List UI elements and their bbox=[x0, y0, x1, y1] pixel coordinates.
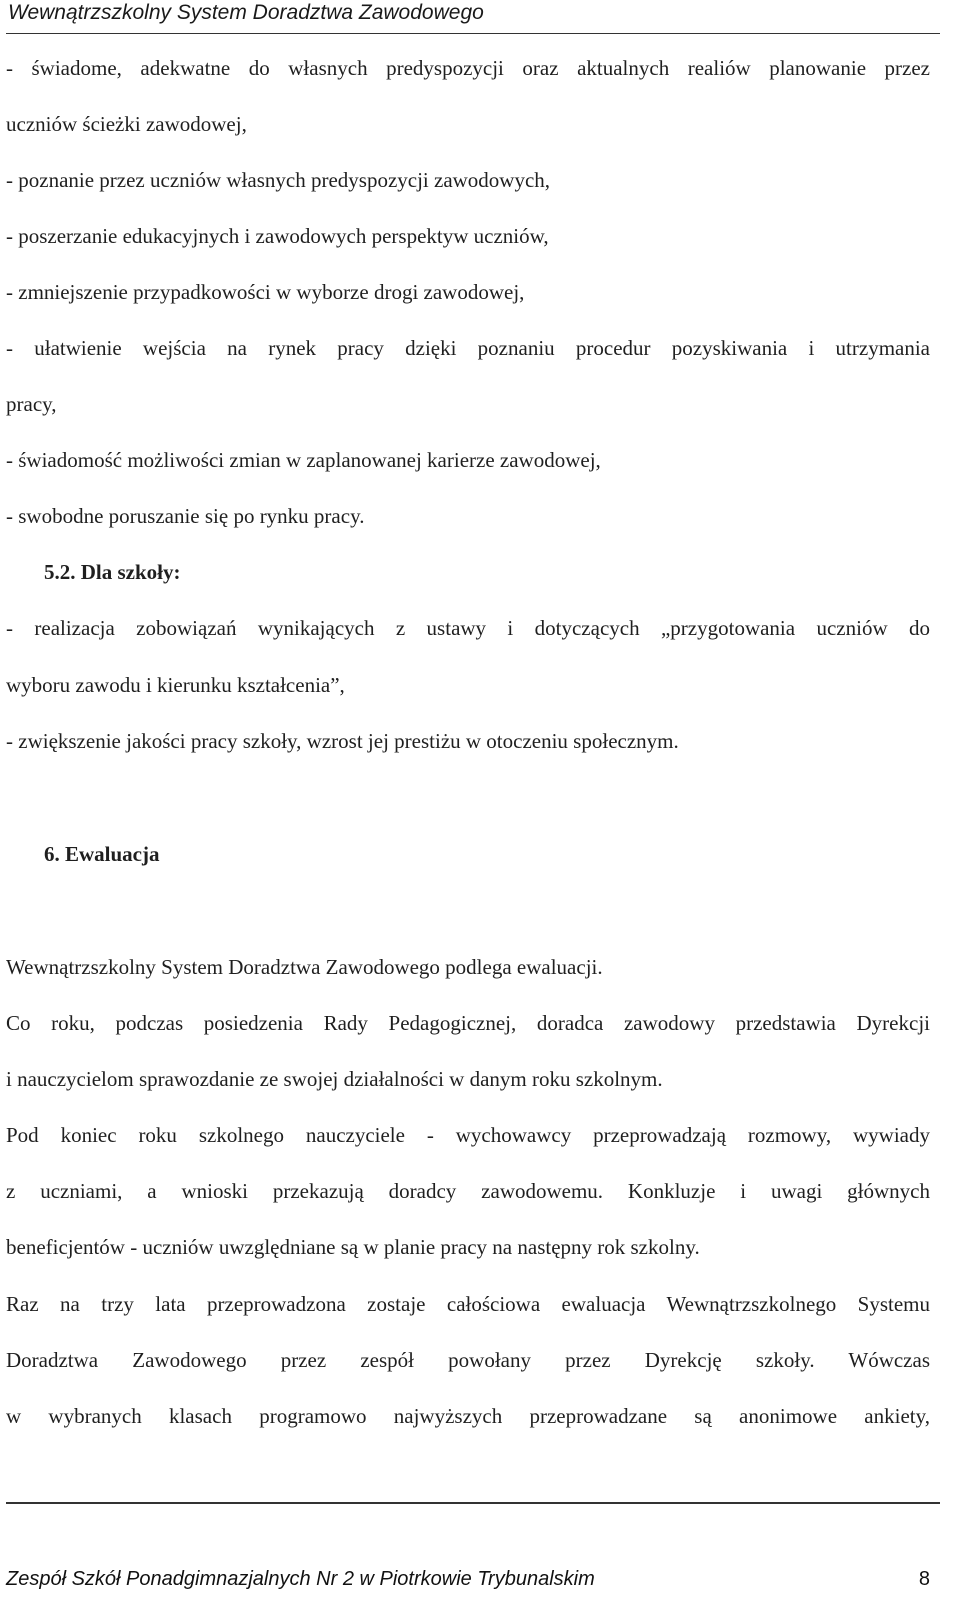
footer-school-name: Zespół Szkół Ponadgimnazjalnych Nr 2 w Piotrkowie Trybunalskim bbox=[6, 1568, 595, 1590]
body-line: - poznanie przez uczniów własnych predyspozycji zawodowych, bbox=[6, 168, 551, 192]
body-line: uczniów ścieżki zawodowej, bbox=[6, 112, 247, 136]
body-line: beneficjentów - uczniów uwzględniane są w planie pracy na następny rok szkolny. bbox=[6, 1235, 700, 1259]
body-line: - zwiększenie jakości pracy szkoły, wzrost jej prestiżu w otoczeniu społecznym. bbox=[6, 729, 679, 753]
subheading: 5.2. Dla szkoły: bbox=[44, 560, 181, 584]
body-line: - ułatwienie wejścia na rynek pracy dzięki poznaniu procedur pozyskiwania i utrzymania bbox=[6, 336, 930, 360]
page-number: 8 bbox=[918, 1568, 930, 1590]
body-line: wyboru zawodu i kierunku kształcenia”, bbox=[6, 673, 345, 697]
body-line: - zmniejszenie przypadkowości w wyborze drogi zawodowej, bbox=[6, 280, 525, 304]
body-line: - realizacja zobowiązań wynikających z ustawy i dotyczących „przygotowania uczniów do bbox=[6, 616, 930, 640]
section-heading: 6. Ewaluacja bbox=[44, 842, 160, 866]
running-header-title: Wewnątrzszkolny System Doradztwa Zawodowego bbox=[8, 1, 484, 24]
footer-divider bbox=[6, 1502, 940, 1504]
body-line: Raz na trzy lata przeprowadzona zostaje całościowa ewaluacja Wewnątrzszkolnego Systemu bbox=[6, 1292, 930, 1316]
body-line: Doradztwa Zawodowego przez zespół powołany przez Dyrekcję szkoły. Wówczas bbox=[6, 1348, 930, 1372]
body-line: i nauczycielom sprawozdanie ze swojej działalności w danym roku szkolnym. bbox=[6, 1067, 663, 1091]
body-line: - świadomość możliwości zmian w zaplanowanej karierze zawodowej, bbox=[6, 448, 601, 472]
body-line: z uczniami, a wnioski przekazują doradcy zawodowemu. Konkluzje i uwagi głównych bbox=[6, 1179, 930, 1203]
body-line: w wybranych klasach programowo najwyższych przeprowadzane są anonimowe ankiety, bbox=[6, 1404, 930, 1428]
body-line: pracy, bbox=[6, 392, 57, 416]
body-line: Wewnątrzszkolny System Doradztwa Zawodowego podlega ewaluacji. bbox=[6, 955, 603, 979]
body-line: - świadome, adekwatne do własnych predyspozycji oraz aktualnych realiów planowanie przez bbox=[6, 56, 930, 80]
body-line: Pod koniec roku szkolnego nauczyciele - wychowawcy przeprowadzają rozmowy, wywiady bbox=[6, 1123, 930, 1147]
body-line: - poszerzanie edukacyjnych i zawodowych perspektyw uczniów, bbox=[6, 224, 549, 248]
body-line: - swobodne poruszanie się po rynku pracy. bbox=[6, 504, 365, 528]
body-line: Co roku, podczas posiedzenia Rady Pedagogicznej, doradca zawodowy przedstawia Dyrekcji bbox=[6, 1011, 930, 1035]
header-divider bbox=[6, 33, 940, 34]
